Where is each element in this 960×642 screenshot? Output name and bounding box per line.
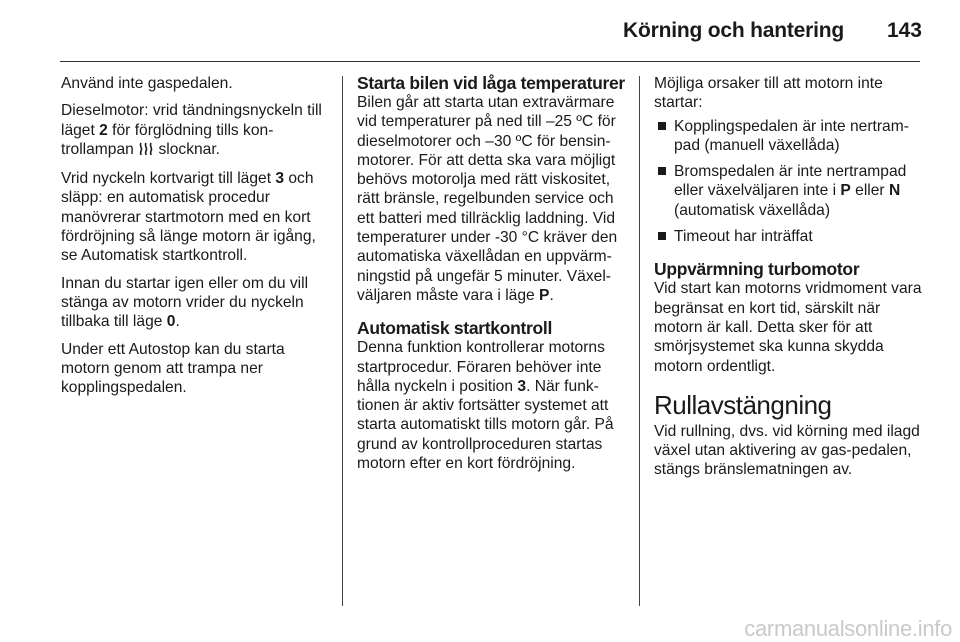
paragraph: Vid rullning, dvs. vid körning med ilagd växel utan aktivering av gas-pedalen, stängs bränslematningen av. <box>654 422 920 479</box>
paragraph: Under ett Autostop kan du starta motorn genom att trampa ner kopplingspedalen. <box>61 340 285 397</box>
glow-plug-icon <box>138 142 154 161</box>
column-3 <box>654 74 924 488</box>
page-header <box>0 0 960 58</box>
section-heading: Uppvärmning turbomotor <box>654 259 860 280</box>
paragraph: Möjliga orsaker till att motorn inte startar: <box>654 75 883 112</box>
paragraph: Vid start kan motorns vridmoment vara begränsat en kort tid, särskilt när motorn är kall. Detta sker för att smörjsystemet ska kunna skydda motorn ordentligt. <box>654 280 922 375</box>
column-2 <box>357 74 625 481</box>
column-divider <box>639 76 640 606</box>
major-heading: Rullavstängning <box>654 389 832 420</box>
section-heading: Starta bilen vid låga temperaturer <box>357 73 625 93</box>
paragraph: Använd inte gaspedalen. <box>61 75 233 92</box>
bullet-icon <box>658 122 666 130</box>
column-1 <box>61 74 331 405</box>
bullet-icon <box>658 167 666 175</box>
paragraph: Innan du startar igen eller om du vill stänga av motorn vrider du nyckeln tillbaka till läge 0. <box>61 274 309 331</box>
page-number: 143 <box>886 19 922 42</box>
paragraph: Vrid nyckeln kortvarigt till läget 3 och släpp: en automatisk procedur manövrerar startmotorn med en kort fördröjning så länge motorn är igång, se Automatisk startkontroll. <box>61 170 316 265</box>
paragraph: Denna funktion kontrollerar motorns startprocedur. Föraren behöver inte hålla nyckeln i position 3. När funk-tionen är aktiv fortsätter systemet att starta automatiskt tills motorn går. På grund av kontrollproceduren startas motorn efter en kort fördröjning. <box>357 339 614 473</box>
list-item: Kopplingspedalen är inte nertram-pad (manuell växellåda) <box>654 117 924 156</box>
section-heading: Automatisk startkontroll <box>357 318 553 339</box>
paragraph: Bilen går att starta utan extravärmare vid temperaturer på ned till –25 ºC för dieselmotorer och –30 ºC för bensin-motorer. För att detta ska vara möjligt behövs motorolja med rätt viskositet, rätt bränsle, regelbunden service och ett batteri med tillräcklig laddning. Vid temperaturer under -30 °C kräver den automatiska växellådan en uppvärm-ningstid på ungefär 5 minuter. Växel-väljaren måste vara i läge P. <box>357 94 618 304</box>
column-divider <box>342 76 343 606</box>
cause-list <box>654 117 924 247</box>
watermark: carmanualsonline.info <box>744 616 952 641</box>
chapter-title: Körning och hantering <box>623 19 844 42</box>
list-item: Bromspedalen är inte nertrampad eller växelväljaren inte i P eller N (automatisk växellåda) <box>654 162 924 220</box>
list-item: Timeout har inträffat <box>654 227 924 246</box>
bullet-icon <box>658 232 666 240</box>
header-rule <box>60 61 920 62</box>
paragraph: Dieselmotor: vrid tändningsnyckeln till läget 2 för förglödning tills kon-trollampan slocknar. <box>61 101 331 161</box>
